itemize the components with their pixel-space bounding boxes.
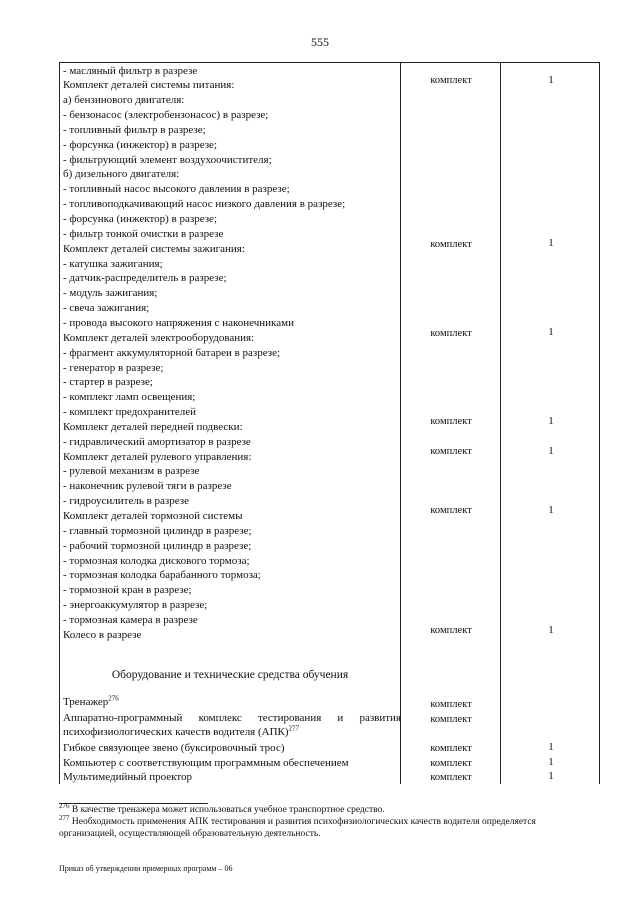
order-note: Приказ об утверждении примерных программ – 06 (59, 864, 233, 873)
unit-cell: комплект (430, 239, 472, 250)
item-line: - бензонасос (электробензонасос) в разрезе; (63, 109, 269, 122)
item-line: - форсунка (инжектор) в разрезе; (63, 213, 217, 225)
item-line: - форсунка (инжектор) в разрезе; (63, 138, 217, 151)
item-line: Комплект деталей электрооборудования: (63, 331, 255, 344)
item-line: Комплект деталей передней подвески: (63, 420, 243, 433)
equipment-name: психофизиологических качеств водителя (АПК)$^{277}$ (63, 724, 300, 738)
equipment-name: Мультимедийный проектор (63, 771, 193, 783)
equipment-name: Тренажер$^{276}$ (63, 694, 119, 708)
item-line: - масляный фильтр в разрезе (63, 64, 198, 77)
unit-cell: комплект (430, 625, 472, 636)
unit-cell: комплект (430, 772, 472, 783)
item-line: Комплект деталей системы зажигания: (63, 242, 245, 255)
item-line: - топливоподкачивающий насос низкого давления в разрезе; (63, 198, 346, 211)
item-line: - главный тормозной цилиндр в разрезе; (63, 524, 252, 537)
item-line: - гидроусилитель в разрезе (63, 495, 189, 508)
item-line: - рабочий тормозной цилиндр в разрезе; (63, 539, 252, 552)
quantity-cell: 1 (548, 770, 554, 782)
item-line: - энергоаккумулятор в разрезе; (63, 599, 208, 612)
footnote: $^{277}$ Необходимость применения АПК тестирования и развития психофизиологических качеств водителя определяется (59, 813, 536, 827)
section-heading: Оборудование и технические средства обучения (111, 669, 349, 681)
item-line: - рулевой механизм в разрезе (63, 465, 200, 478)
item-line: - комплект ламп освещения; (63, 391, 196, 404)
quantity-cell: 1 (548, 326, 554, 338)
unit-cell: комплект (430, 416, 472, 427)
item-line: - топливный насос высокого давления в разрезе; (63, 183, 290, 196)
unit-cell: комплект (430, 446, 472, 457)
item-line: - фильтрующий элемент воздухоочистителя; (63, 153, 272, 166)
equipment-name: Компьютер с соответствующим программным обеспечением (63, 757, 349, 769)
equipment-name: Гибкое связующее звено (буксировочный трос) (63, 742, 285, 754)
page-number: 555 (311, 35, 329, 49)
equipment-table (59, 62, 600, 784)
quantity-cell: 1 (548, 756, 554, 768)
item-line: - наконечник рулевой тяги в разрезе (63, 480, 232, 493)
quantity-cell: 1 (548, 237, 554, 249)
unit-cell: комплект (430, 75, 472, 86)
item-line: - катушка зажигания; (63, 257, 163, 270)
item-line: Колесо в разрезе (63, 628, 142, 641)
item-line: - стартер в разрезе; (63, 376, 153, 389)
quantity-cell: 1 (548, 445, 554, 457)
item-line: - гидравлический амортизатор в разрезе (63, 435, 251, 448)
item-line: - тормозная колодка барабанного тормоза; (63, 569, 261, 582)
quantity-cell: 1 (548, 415, 554, 427)
unit-cell: комплект (430, 743, 472, 754)
item-line: Комплект деталей тормозной системы (63, 510, 243, 522)
quantity-cell: 1 (548, 74, 554, 86)
unit-cell: комплект (430, 505, 472, 516)
unit-cell: комплект (430, 758, 472, 769)
item-line: Комплект деталей системы питания: (63, 79, 235, 92)
unit-cell: комплект (430, 714, 472, 725)
quantity-cell: 1 (548, 624, 554, 636)
item-line: - провода высокого напряжения с наконечниками (63, 316, 294, 329)
item-line: - тормозная камера в разрезе (63, 613, 198, 626)
item-line: Комплект деталей рулевого управления: (63, 450, 252, 463)
equipment-name: Аппаратно-программный комплекс тестирования и развития (63, 712, 401, 724)
item-line: а) бензинового двигателя: (63, 94, 185, 107)
item-line: - фрагмент аккумуляторной батареи в разрезе; (63, 346, 281, 359)
footnote: $^{276}$ В качестве тренажера может использоваться учебное транспортное средство. (59, 801, 385, 815)
item-line: - свеча зажигания; (63, 302, 150, 315)
item-line: - тормозной кран в разрезе; (63, 584, 192, 597)
quantity-cell: 1 (548, 741, 554, 753)
item-line: - фильтр тонкой очистки в разрезе (63, 227, 224, 240)
footnote-continuation: организацией, осуществляющей образовательную деятельность. (59, 829, 321, 839)
item-line: - модуль зажигания; (63, 287, 158, 300)
item-line: - комплект предохранителей (63, 406, 197, 419)
item-line: - топливный фильтр в разрезе; (63, 123, 206, 136)
quantity-cell: 1 (548, 504, 554, 516)
item-line: - тормозная колодка дискового тормоза; (63, 554, 250, 567)
unit-cell: комплект (430, 699, 472, 710)
item-line: - генератор в разрезе; (63, 361, 164, 374)
item-line: б) дизельного двигателя: (63, 168, 180, 181)
unit-cell: комплект (430, 328, 472, 339)
item-line: - датчик-распределитель в разрезе; (63, 272, 227, 285)
